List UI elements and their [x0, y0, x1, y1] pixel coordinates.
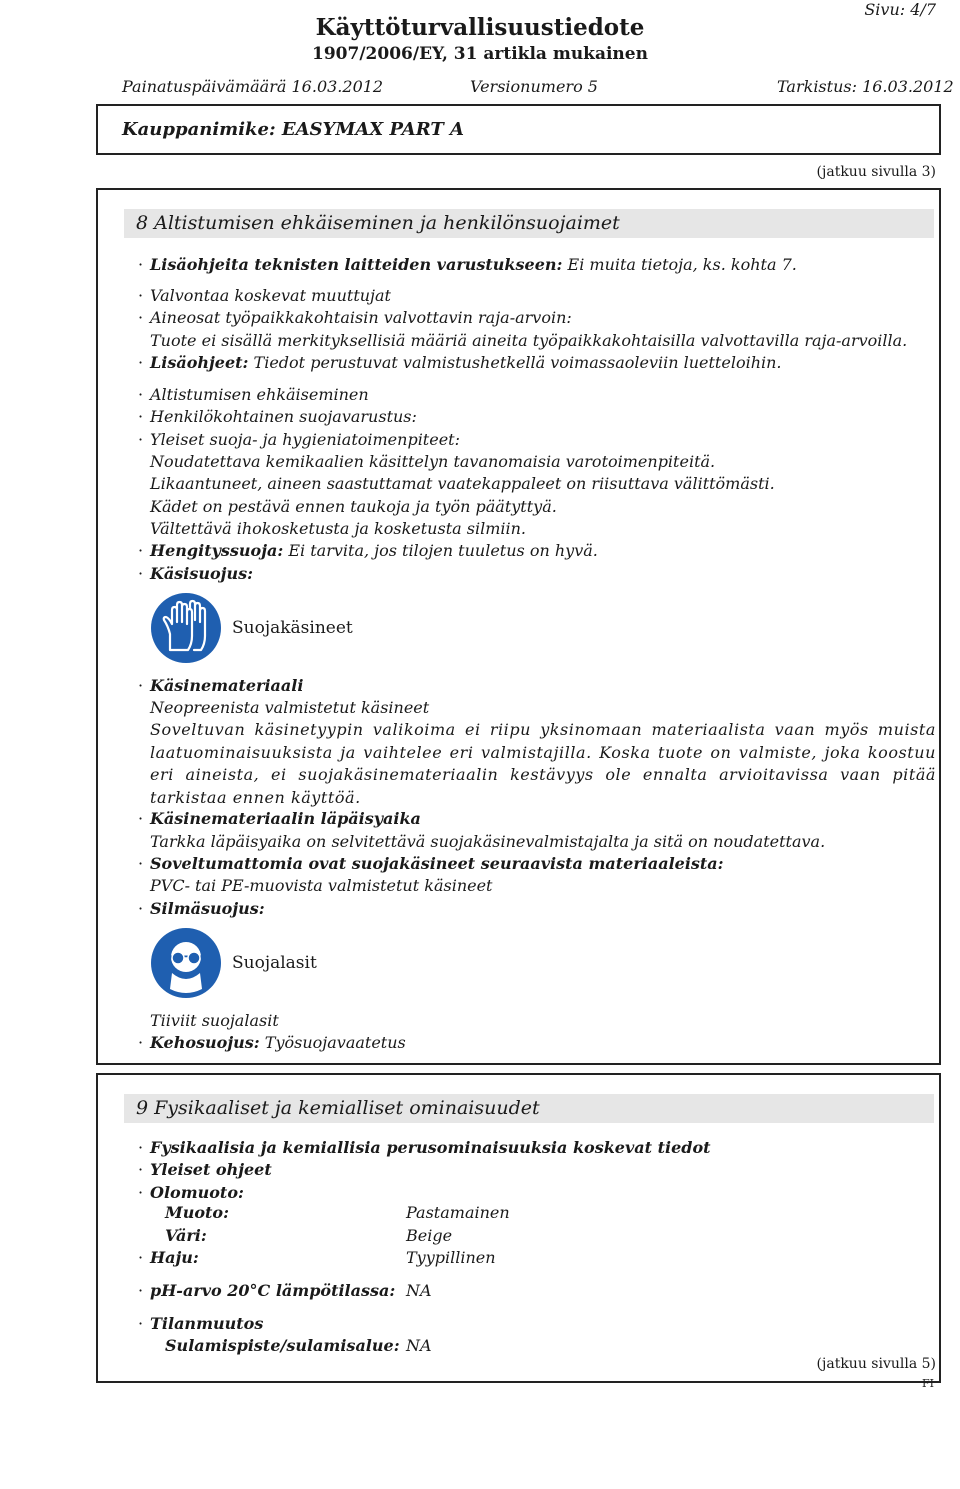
hygiene-line-3: Kädet on pestävä ennen taukoja ja työn päätyttyä.: [150, 497, 557, 516]
basic-info-line: · Fysikaalisia ja kemiallisia perusominaisuuksia koskevat tiedot: [138, 1138, 711, 1157]
penetration-line: · Käsinemateriaalin läpäisyaika: [138, 809, 421, 828]
general-line: · Yleiset ohjeet: [138, 1160, 272, 1179]
odor-line: · Haju:: [138, 1248, 199, 1267]
hygiene-label: Yleiset suoja- ja hygieniatoimenpiteet:: [150, 430, 460, 449]
hand-protection-line: · Käsisuojus:: [138, 564, 254, 583]
unsuitable-label: Soveltumattomia ovat suojakäsineet seuraavista materiaaleista:: [150, 854, 724, 873]
body-protection-text: Työsuojavaatetus: [264, 1033, 406, 1052]
language-code: FI: [922, 1377, 934, 1390]
eye-protection-label: Silmäsuojus:: [150, 899, 265, 918]
general-heading: Yleiset ohjeet: [150, 1160, 272, 1179]
glove-material-text: Neopreenista valmistetut käsineet: [150, 698, 430, 717]
ppe-heading: Henkilökohtainen suojavarustus:: [150, 407, 417, 426]
section-9-title: 9 Fysikaaliset ja kemialliset ominaisuudet: [136, 1097, 540, 1119]
ingredients-line: · Aineosat työpaikkakohtaisin valvottavin raja-arvoin:: [138, 308, 572, 327]
respiratory-line: · Hengityssuoja: Ei tarvita, jos tilojen tuuletus on hyvä.: [138, 541, 598, 560]
gloves-icon: [150, 592, 222, 664]
state-change-heading: Tilanmuutos: [150, 1314, 264, 1333]
document-title: Käyttöturvallisuustiedote: [315, 14, 645, 41]
ph-line: · pH-arvo 20°C lämpötilassa:: [138, 1281, 396, 1300]
respiratory-text: Ei tarvita, jos tilojen tuuletus on hyvä.: [288, 541, 598, 560]
appearance-line: · Olomuoto:: [138, 1183, 244, 1202]
eye-protection-line: · Silmäsuojus:: [138, 899, 265, 918]
ppe-line: · Henkilökohtainen suojavarustus:: [138, 407, 417, 426]
ingredients-text: Tuote ei sisällä merkityksellisiä määriä aineita työpaikkakohtaisilla valvottavilla raja-arvoilla.: [150, 331, 908, 350]
goggles-icon: [150, 927, 222, 999]
unsuitable-text: PVC- tai PE-muovista valmistetut käsineet: [150, 876, 493, 895]
document-subtitle: 1907/2006/EY, 31 artikla mukainen: [312, 44, 648, 64]
appearance-label: Olomuoto:: [150, 1183, 244, 1202]
continued-to: (jatkuu sivulla 5): [816, 1356, 936, 1372]
revision-date: Tarkistus: 16.03.2012: [777, 77, 954, 96]
hand-protection-label: Käsisuojus:: [150, 564, 254, 583]
hygiene-line: · Yleiset suoja- ja hygieniatoimenpiteet:: [138, 430, 460, 449]
extra-info-value: Ei muita tietoja, ks. kohta 7.: [567, 255, 797, 274]
penetration-text: Tarkka läpäisyaika on selvitettävä suojakäsinevalmistajalta ja sitä on noudatettava.: [150, 832, 826, 851]
odor-label: Haju:: [150, 1248, 199, 1267]
hygiene-line-2: Likaantuneet, aineen saastuttamat vaatekappaleet on riisuttava välittömästi.: [150, 474, 775, 493]
control-params-line: · Valvontaa koskevat muuttujat: [138, 286, 391, 305]
ph-label-suffix: C lämpötilassa:: [257, 1281, 396, 1300]
form-value: Pastamainen: [406, 1203, 510, 1222]
glove-paragraph: Soveltuvan käsinetyypin valikoima ei riipu yksinomaan materiaalista vaan myös muista laatuominaisuuksista ja vaihtelee eri valmistajilla. Koska tuote on valmiste, joka koostuu eri aineista, ei suojakäsinemateriaalin kestävyys ole ennalta arvioitavissa vaan pitää tarkistaa ennen käyttöä.: [150, 720, 936, 807]
color-label: Väri:: [165, 1226, 207, 1245]
form-label: Muoto:: [165, 1203, 229, 1222]
extra-info-label: Lisäohjeita teknisten laitteiden varustukseen:: [150, 255, 563, 274]
unsuitable-line: · Soveltumattomia ovat suojakäsineet seuraavista materiaaleista:: [138, 854, 724, 873]
hygiene-line-4: Vältettävä ihokosketusta ja kosketusta silmiin.: [150, 519, 526, 538]
additional-line: · Lisäohjeet: Tiedot perustuvat valmistushetkellä voimassaoleviin luetteloihin.: [138, 353, 782, 372]
additional-label: Lisäohjeet:: [150, 353, 249, 372]
body-protection-label: Kehosuojus:: [150, 1033, 260, 1052]
eye-protection-text: Tiiviit suojalasit: [150, 1011, 279, 1030]
state-change-line: · Tilanmuutos: [138, 1314, 264, 1333]
exposure-controls: Altistumisen ehkäiseminen: [150, 385, 369, 404]
ph-label-prefix: pH-arvo 20: [150, 1281, 250, 1300]
melting-value: NA: [406, 1336, 432, 1355]
goggles-caption: Suojalasit: [232, 953, 317, 973]
exposure-controls-line: · Altistumisen ehkäiseminen: [138, 385, 369, 404]
additional-text: Tiedot perustuvat valmistushetkellä voimassaoleviin luetteloihin.: [253, 353, 782, 372]
body-protection-line: · Kehosuojus: Työsuojavaatetus: [138, 1033, 406, 1052]
gloves-caption: Suojakäsineet: [232, 618, 353, 638]
hygiene-line-1: Noudatettava kemikaalien käsittelyn tavanomaisia varotoimenpiteitä.: [150, 452, 716, 471]
extra-info-line: · Lisäohjeita teknisten laitteiden varustukseen: Ei muita tietoja, ks. kohta 7.: [138, 255, 797, 274]
penetration-label: Käsinemateriaalin läpäisyaika: [150, 809, 421, 828]
color-value: Beige: [406, 1226, 453, 1245]
glove-material-line: · Käsinemateriaali: [138, 676, 304, 695]
melting-label: Sulamispiste/sulamisalue:: [165, 1336, 400, 1355]
odor-value: Tyypillinen: [406, 1248, 496, 1267]
control-params: Valvontaa koskevat muuttujat: [150, 286, 391, 305]
print-date: Painatuspäivämäärä 16.03.2012: [122, 77, 384, 96]
degree-sign: °: [249, 1281, 258, 1300]
ingredients-label: Aineosat työpaikkakohtaisin valvottavin raja-arvoin:: [150, 308, 572, 327]
version-number: Versionumero 5: [470, 77, 598, 96]
basic-info-heading: Fysikaalisia ja kemiallisia perusominaisuuksia koskevat tiedot: [150, 1138, 711, 1157]
section-8-title: 8 Altistumisen ehkäiseminen ja henkilönsuojaimet: [136, 212, 620, 234]
respiratory-label: Hengityssuoja:: [150, 541, 284, 560]
glove-material-label: Käsinemateriaali: [150, 676, 304, 695]
page-number: Sivu: 4/7: [864, 0, 936, 19]
continued-from: (jatkuu sivulla 3): [816, 164, 936, 180]
trade-name: Kauppanimike: EASYMAX PART A: [122, 119, 464, 140]
ph-value: NA: [406, 1281, 432, 1300]
